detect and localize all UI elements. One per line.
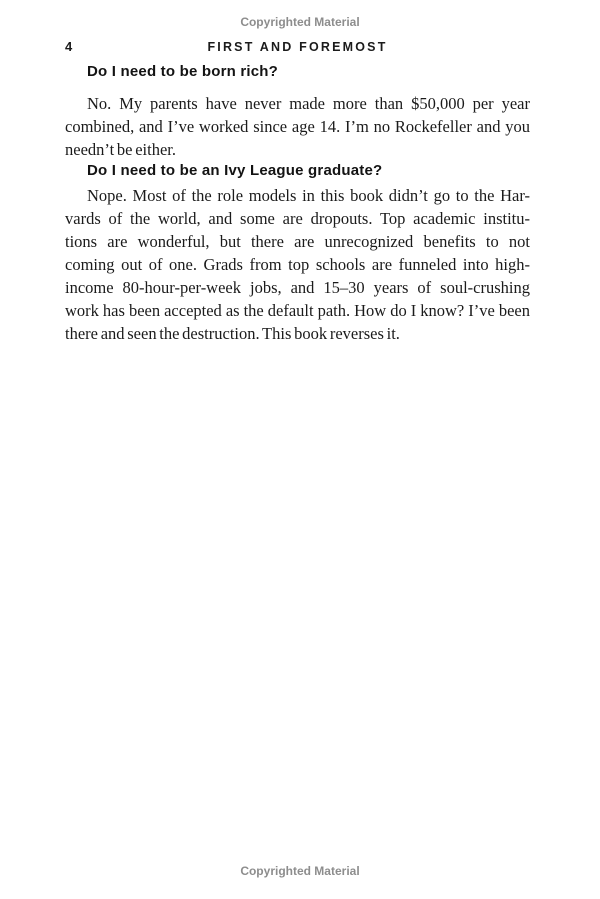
body-line: No. My parents have never made more than $50,000 per year <box>87 94 530 113</box>
question-heading-born-rich: Do I need to be born rich? <box>87 63 279 80</box>
running-header-title: FIRST AND FOREMOST <box>207 40 388 54</box>
body-line: coming out of one. Grads from top schools are funneled into high- <box>65 255 530 274</box>
body-line: tions are wonderful, but there are unrecognized benefits to not <box>65 232 530 251</box>
page-number: 4 <box>65 39 73 54</box>
body-line: income 80-hour-per-week jobs, and 15–30 years of soul-crushing <box>65 278 530 297</box>
page-header <box>65 39 530 55</box>
question-heading-ivy-league: Do I need to be an Ivy League graduate? <box>87 162 383 179</box>
paragraph-answer-2 <box>65 184 530 345</box>
body-line: needn’t be either. <box>65 140 176 159</box>
body-line: Nope. Most of the role models in this book didn’t go to the Har- <box>87 186 530 205</box>
paragraph-answer-1 <box>65 92 530 161</box>
body-line: vards of the world, and some are dropouts. Top academic institu- <box>65 209 530 228</box>
copyright-notice-bottom: Copyrighted Material <box>240 864 360 878</box>
body-line: combined, and I’ve worked since age 14. I’m no Rockefeller and you <box>65 117 530 136</box>
body-line: work has been accepted as the default path. How do I know? I’ve been <box>65 301 530 320</box>
body-line: there and seen the destruction. This book reverses it. <box>65 324 400 343</box>
copyright-notice-top: Copyrighted Material <box>240 15 360 29</box>
